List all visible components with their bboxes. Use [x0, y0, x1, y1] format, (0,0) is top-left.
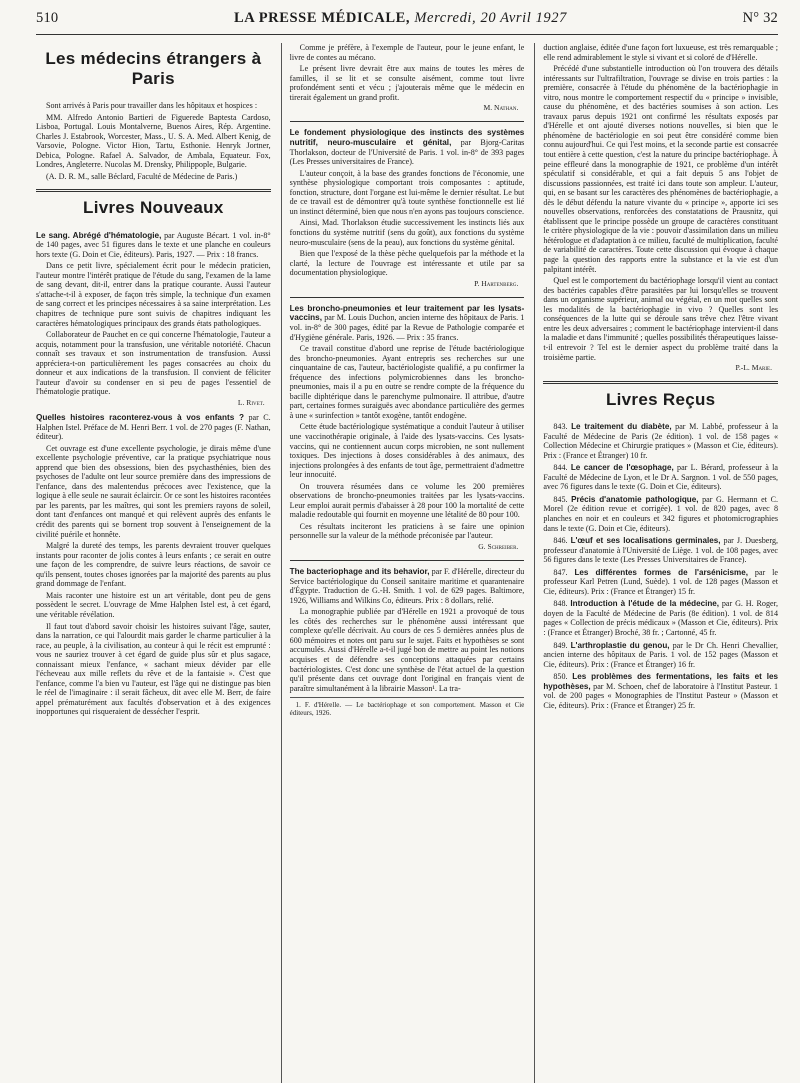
- received-book-details: par le Dr Ch. Henri Chevallier, ancien interne des hôpitaux de Paris. 1 vol. de 152 pages (Masson et Cie, éditeurs). Prix : (France et Étranger) 16 fr.: [543, 640, 779, 669]
- review-4-paragraph: On trouvera résumées dans ce volume les 200 premières observations de broncho-pneumonies traitées par les lysats-vaccins. Leur emploi aurait permis d'abaisser à 28 pour 100 la mortalité de cette maladie redoutable qui fournit en moyenne une létalité de 80 pour 100.: [289, 481, 525, 520]
- columns: [36, 43, 778, 1083]
- review-2-paragraph: Le présent livre devrait être aux mains de toutes les mères de familles, il se lit et se consulte aisément, comme tout livre profondément senti et vécu ; j'ajouterais même que le médecin en tirerait également un grand profit.: [289, 64, 525, 102]
- received-book-details: par G. H. Roger, doyen de la Faculté de Médecine de Paris (8e édition). 1 vol. de 814 pages « Collection de précis médicaux » (Masson et Cie, éditeurs). Prix : (France et Étranger) Broché, 38 fr. ; Cartonné, 45 fr.: [543, 599, 779, 637]
- received-book-number: 850.: [553, 672, 573, 682]
- section-title-recus: Livres Reçus: [605, 390, 716, 409]
- section-divider: [36, 189, 271, 192]
- review-3-meta: par Bjorg-Caritas Thorlakson, docteur de l'Université de Paris. 1 vol. in-8° de 393 pages (Les Presses universitaires de France).: [289, 137, 525, 167]
- review-4-signature: G. Schreiber.: [478, 542, 519, 552]
- review-2-paragraph: Malgré la dureté des temps, les parents devraient trouver quelques instants pour raconter de jolis contes à leurs enfants ; ce serait en outre une façon de les comprendre, de suivre leurs réactions, de savoir ce qu'ils pensent, toutes choses ignorées par la majorité des parents au plus grand dommage de l'enfant.: [36, 541, 271, 589]
- received-book-title: Introduction à l'étude de la médecine,: [570, 599, 720, 609]
- received-book-number: 846.: [553, 536, 571, 546]
- issue-date: Mercredi, 20 Avril 1927: [414, 10, 567, 26]
- received-books-list: [543, 422, 778, 710]
- review-5-heading: [290, 567, 525, 605]
- review-2-signature: M. Nathan.: [483, 103, 519, 113]
- received-book-number: 847.: [553, 567, 575, 577]
- review-3-signature: P. Hartenberg.: [474, 278, 519, 288]
- received-book-item: [543, 599, 778, 637]
- received-book-title: L'arthroplastie du genou,: [570, 640, 670, 650]
- medecins-list: MM. Alfredo Antonio Bartieri de Figuerede Baptesta Cardoso, Lisboa, Portugal. Louis Montalverne, Buenos Aires, Rép. Argentine. Charles J. Estabrook, Worcester, Mass., U. S. A. Med. Albert Kenig, de Varsovie, Pologne. Victor Hion, Tartu, Esthonie. Henryk Jortner, Debica, Pologne. Rafael A. Salvador, de Ambala, Equateur. Fox, Londres, Angleterre. Nucolas M. Drensky, Philippople, Bulgarie.: [36, 112, 271, 170]
- review-1-heading: [36, 231, 271, 260]
- footnote: 1. F. d'Hérelle. — Le bactériophage et son comportement. Masson et Cie éditeurs, 1926.: [290, 697, 525, 718]
- received-book-number: 848.: [553, 599, 571, 609]
- section-divider: [543, 381, 778, 384]
- received-book-title: Les problèmes des fermentations, les faits et les hypothèses,: [543, 672, 779, 691]
- review-4-meta: par M. Louis Duchon, ancien interne des hôpitaux de Paris. 1 vol. in-8° de 300 pages, édité par la Revue de Pathologie comparée et d'Hygiène générale. Paris, 1926. — Prix : 35 francs.: [289, 313, 525, 342]
- review-divider: [290, 121, 525, 122]
- journal-name: LA PRESSE MÉDICALE,: [233, 10, 411, 26]
- section-title-nouveaux: Livres Nouveaux: [83, 198, 224, 218]
- received-book-details: par M. Schoen, chef de laboratoire à l'Institut Pasteur. 1 vol. de 200 pages « Monographies de l'Institut Pasteur » (Masson et Cie, éditeurs). Prix : (France et Étranger) 25 fr.: [543, 681, 779, 710]
- review-2-paragraph: Il faut tout d'abord savoir choisir les histoires suivant l'âge, sauter, dans la narration, ce qui l'alourdit mais garder le charme particulier à la race, au peuple, à la civilisation, au conteur à qui le récit est emprunté : vous ne sauriez trouver à cet égard de guide plus sûr et plus sagace, connaissant mieux l'enfance, « sachant mieux dévider par elle l'écheveau aux mille reflets du rêve et de la fantaisie ». C'est que l'enfance, comme l'a bien vu l'auteur, est l'âge qui ne distingue pas bien le réel de l'imaginaire : il serait fâcheux, dit avec elle M. Berr, de faire appel prématurément aux facultés d'observation et à des exigences inopportunes qui risqueraient de dessécher l'esprit.: [36, 621, 271, 717]
- review-divider: [290, 297, 525, 298]
- section-title-medecins: Les médecins étrangers à Paris: [45, 49, 262, 89]
- received-book-title: Le traitement du diabète,: [571, 422, 672, 432]
- received-book-item: [543, 672, 778, 710]
- medecins-source: (A. D. R. M., salle Béclard, Faculté de Médecine de Paris.): [46, 171, 238, 181]
- received-book-details: par M. Labbé, professeur à la Faculté de Médecine de Paris (2e édition). 1 vol. de 158 pages « Collection Médecine et Chirurgie pratiques » (Masson et Cie, éditeurs). Prix : (France et Étranger) 10 fr.: [543, 422, 779, 460]
- issue-number: N° 32: [742, 10, 778, 26]
- received-book-details: par L. Bérard, professeur à la Faculté de Médecine de Lyon, et le Dr A. Sargnon. 1 vol. de 550 pages, avec 76 figures dans le texte (G. Doin et Cie, éditeurs).: [543, 463, 779, 492]
- review-5-title: The bacteriophage and its behavior,: [289, 566, 430, 576]
- review-2-meta: par C. Halphen Istel. Préface de M. Henri Berr. 1 vol. de 270 pages (F. Nathan, éditeur).: [36, 412, 271, 442]
- received-book-item: [543, 495, 778, 533]
- review-2-paragraph: Cet ouvrage est d'une excellente psychologie, je dirais même d'une excellente psychologie préventive, car la pratique psychiatrique nous apprend que bien des obsessions, bien des psychasthénies, bien des psychoses de l'adulte ont leur source première dans des impressions de l'enfance, dans des malentendus précoces avec l'existence, que la logique à elle seule ne saurait éclaircir. Or ce sont les histoires racontées par les parents, par les maîtres, qui sont les premiers rayons de soleil, dont tant d'enfances ont manqué et qui relèvent auprès des enfants le crédit des parents qui se bornent trop souvent à l'enseignement de la civilité puérile et honnête.: [36, 443, 271, 539]
- review-5-paragraph: duction anglaise, éditée d'une façon fort luxueuse, est très remarquable ; elle rend admirablement le style si vivant et si coloré de d'Hérelle.: [543, 43, 779, 62]
- received-book-item: [543, 641, 778, 670]
- review-4-paragraph: Cette étude bactériologique systématique a conduit l'auteur à utiliser une vaccinothérapie originale, à l'aide des lysats-vaccins. Ces lysats-vaccins, qui ne contiennent aucun corps microbien, ne sont nullement toxiques. Des injections à doses considérables à des animaux, des injections prolongées à des enfants de tout âge, permettraient d'admettre leur innocuité.: [289, 422, 525, 480]
- received-book-item: [543, 536, 778, 565]
- review-4-title: Les broncho-pneumonies et leur traitement par les lysats-vaccins,: [289, 303, 525, 323]
- review-1-paragraph: Collaborateur de Pauchet en ce qui concerne l'hématologie, l'auteur a acquis, notamment pour la transfusion, une véritable notoriété. Chacun connaît ses travaux et son instrumentation de transfusion. Aussi appréciera-t-on particulièrement les pages consacrées au choix du donneur et aux indications de la transfusion. Il convient de féliciter l'auteur d'avoir su condenser en si peu de pages l'essentiel de l'hématologie pratique.: [36, 330, 271, 397]
- review-5-paragraph: La monographie publiée par d'Hérelle en 1921 a provoqué de tous les côtés des recherches sur le phénomène aussi intéressant que complexe qu'elle décrivait. Au cours de ces 5 dernières années plus de 600 mémoires et notes ont paru sur le sujet. Faits et hypothèses se sont accumulés. Aussi d'Hérelle a-t-il jugé bon de mettre au point les notions acquises et de défendre ses conceptions attaquées par certains bactériologistes. C'est donc une synthèse de l'état actuel de la question qu'il présente dans cet ouvrage dont l'original en français vient de paraître simultanément à la librairie Masson¹. La tra-: [289, 607, 525, 693]
- review-5-paragraph: Précédé d'une substantielle introduction où l'on trouvera des détails intéressants sur l'ultrafiltration, l'ouvrage se divise en trois parties : la première, consacrée à l'étude du phénomène de la bactériophagie in vitro, nous montre le comportement respectif du « principe » invisible, cause du phénomène, et des bactéries soumises à son action. Les travaux parus depuis 1921 ont confirmé les résultats exposés par d'Hérelle et ont ajouté diverses notions nouvelles, si bien que le phénomène de bactériologie en soi peut être considéré comme bien connu aujourd'hui. Ce qui l'est moins, et la seconde partie est consacrée tout entière à cette question, c'est la nature du principe bactériophage. À peine effleuré dans la monographie de 1921, ce problème d'un intérêt spéculatif si considérable, et qui a fait depuis 5 ans l'objet de discussions passionnées, est traité ici dans toute son ampleur. L'auteur, qui, en se basant sur les caractères des phénomènes de bactériophagie, a dès le début défendu la nature vivante du « principe », apporte ici ses nouvelles observations, renforcées des constatations de Prausnitz, qui établissent que le principe possède un groupe de caractères constituant le critère physiologique de la vie : pouvoir d'assimilation dans un milieu hétérologue et d'adaptation à ce milieu, faculté de multiplication, faculté de variabilité de caractères. Toute cette discussion qui évoque à chaque page la question des rapports entre la substance et la vie est d'un palpitant intérêt.: [543, 64, 779, 274]
- review-2-heading: [36, 413, 271, 442]
- review-5-meta: par F. d'Hérelle, directeur du Service bactériologique du Conseil sanitaire maritime et quarantenaire d'Égypte. Traduction de G.-H. Smith. 1 vol. de 629 pages. Baltimore, 1926, Williams and Wilkins Co, éditeurs. Prix : 8 dollars, relié.: [289, 566, 525, 605]
- page-number: 510: [36, 10, 59, 26]
- review-3-paragraph: Bien que l'exposé de la thèse pèche quelquefois par la méthode et la clarté, la lecture de l'ouvrage est intéressante et utile par sa documentation physiologique.: [289, 249, 525, 278]
- medecins-intro: Sont arrivés à Paris pour travailler dans les hôpitaux et hospices :: [46, 101, 258, 111]
- received-book-number: 845.: [553, 494, 572, 504]
- review-1-paragraph: Dans ce petit livre, spécialement écrit pour le médecin praticien, l'auteur montre l'intérêt pratique de l'étude du sang, l'examen de la lame de sang devant, dit-il, entrer dans la pratique courante. Aussi l'auteur s'attache-t-il à exposer, de façon très simple, la technique d'un examen de sang correct et les principes nécessaires à sa saine interprétation. Les chapitres de technique pure sont suivis de chapitres indiquant les caractères hématologiques principaux des grands états pathologiques.: [36, 261, 271, 328]
- review-4-paragraph: Ce travail constitue d'abord une reprise de l'étude bactériologique des broncho-pneumonies. Ayant entrepris ses recherches sur une cinquantaine de cas, l'auteur, bactériologiste qualifié, a pu confirmer la fréquence des infections polymicrobiennes dans les broncho-pneumonies, mais il a pu en outre se rendre compte de la fréquence du bacille diphtérique dans le parenchyme pulmonaire. Il attribue, d'autre part, certaines formes suraiguës avec abondance particulière des germes à une « surinfection » tantôt exogène, tantôt endogène.: [289, 344, 525, 420]
- column-3: [534, 43, 778, 1083]
- review-3-heading: [290, 128, 525, 166]
- received-book-title: L'œuf et ses localisations germinales,: [570, 536, 721, 546]
- received-book-title: Les différentes formes de l'arsénicisme,: [574, 567, 748, 577]
- received-book-title: Précis d'anatomie pathologique,: [571, 494, 699, 504]
- column-1: [36, 43, 271, 1083]
- journal-title: [234, 10, 567, 27]
- column-2: [281, 43, 525, 1083]
- review-3-title: Le fondement physiologique des instincts des systèmes nutritif, neuro-musculaire et génital,: [289, 128, 525, 147]
- received-book-number: 843.: [553, 422, 572, 432]
- review-2-title: Quelles histoires raconterez-vous à vos enfants ?: [36, 412, 244, 422]
- review-1-signature: L. Rivet.: [237, 397, 265, 407]
- received-book-item: [543, 568, 778, 597]
- running-header: [36, 10, 778, 35]
- review-2-paragraph: Mais raconter une histoire est un art véritable, dont peu de gens possèdent le secret. L'ouvrage de Mme Halphen Istel est, à cet égard, une véritable révélation.: [36, 590, 271, 619]
- received-book-item: [543, 422, 778, 460]
- received-book-item: [543, 463, 778, 492]
- received-book-number: 844.: [553, 463, 571, 473]
- review-5-paragraph: Quel est le comportement du bactériophage lorsqu'il vient au contact des bactéries capables d'être parasitées par lui lorsqu'elles se trouvent dans un organisme supérieur, animal ou végétal, en un mot quelles sont les modalités de la bactériophagie in vivo ? Quelles sont les conséquences de la lutte qui se déroule sans trêve chez l'être vivant entre les deux adversaires ; comment le bactériophage intervient-il dans la maladie et dans l'immunité ; quelles possibilités thérapeutiques laisse-t-il entrevoir ? Tel est le dernier aspect du problème traité dans la troisième partie.: [543, 276, 779, 362]
- review-divider: [290, 560, 525, 561]
- review-1-title: Le sang. Abrégé d'hématologie,: [36, 230, 162, 240]
- review-2-paragraph: Comme je préfère, à l'exemple de l'auteur, pour le jeune enfant, le livre de contes au mécano.: [289, 43, 525, 62]
- review-3-paragraph: L'auteur conçoit, à la base des grandes fonctions de l'économie, une synthèse physiologique comportant trois composantes : aptitude, fonction, structure, dont l'organe est lui-même le dernier résultat. Le but de ce travail est de démontrer qu'à toute synthèse fonctionnelle est lié un instinct déterminé, bien que nous n'en ayons pas toujours conscience.: [289, 168, 525, 216]
- received-book-details: par J. Duesberg, professeur d'anatomie à l'Université de Liège. 1 vol. de 108 pages, avec 56 figures dans le texte (Les Presses Universitaires de France).: [543, 536, 779, 565]
- review-1-meta: par Auguste Bécart. 1 vol. in-8° de 140 pages, avec 51 figures dans le texte et une planche en couleurs hors texte (G. Doin et Cie, éditeurs). Paris, 1927. — Prix : 18 francs.: [36, 230, 271, 259]
- review-4-paragraph: Ces résultats inciteront les praticiens à se faire une opinion personnelle sur la valeur de la méthode préconisée par l'auteur.: [289, 521, 525, 541]
- review-3-paragraph: Ainsi, Mad. Thorlakson étudie successivement les instincts liés aux fonctions du système nutritif (sens du goût), aux fonctions du système neuro-musculaire (sens de la peau), aux fonctions du système génital.: [289, 218, 525, 247]
- review-5-signature: P.-L. Marie.: [735, 363, 773, 373]
- received-book-details: par le professeur Karl Petren (Lund, Suède). 1 vol. de 128 pages (Masson et Cie, éditeurs). Prix : (France et Étranger) 15 fr.: [543, 567, 779, 596]
- received-book-title: Le cancer de l'œsophage,: [570, 463, 674, 473]
- review-4-heading: [290, 304, 525, 342]
- received-book-details: par G. Hermann et C. Morel (2e édition revue et corrigée). 1 vol. de 820 pages, avec 8 planches en noir et en couleurs et 342 figures et photomicrographies dans le texte (G. Doin et Cie, éditeurs).: [543, 494, 779, 533]
- received-book-number: 849.: [553, 640, 571, 650]
